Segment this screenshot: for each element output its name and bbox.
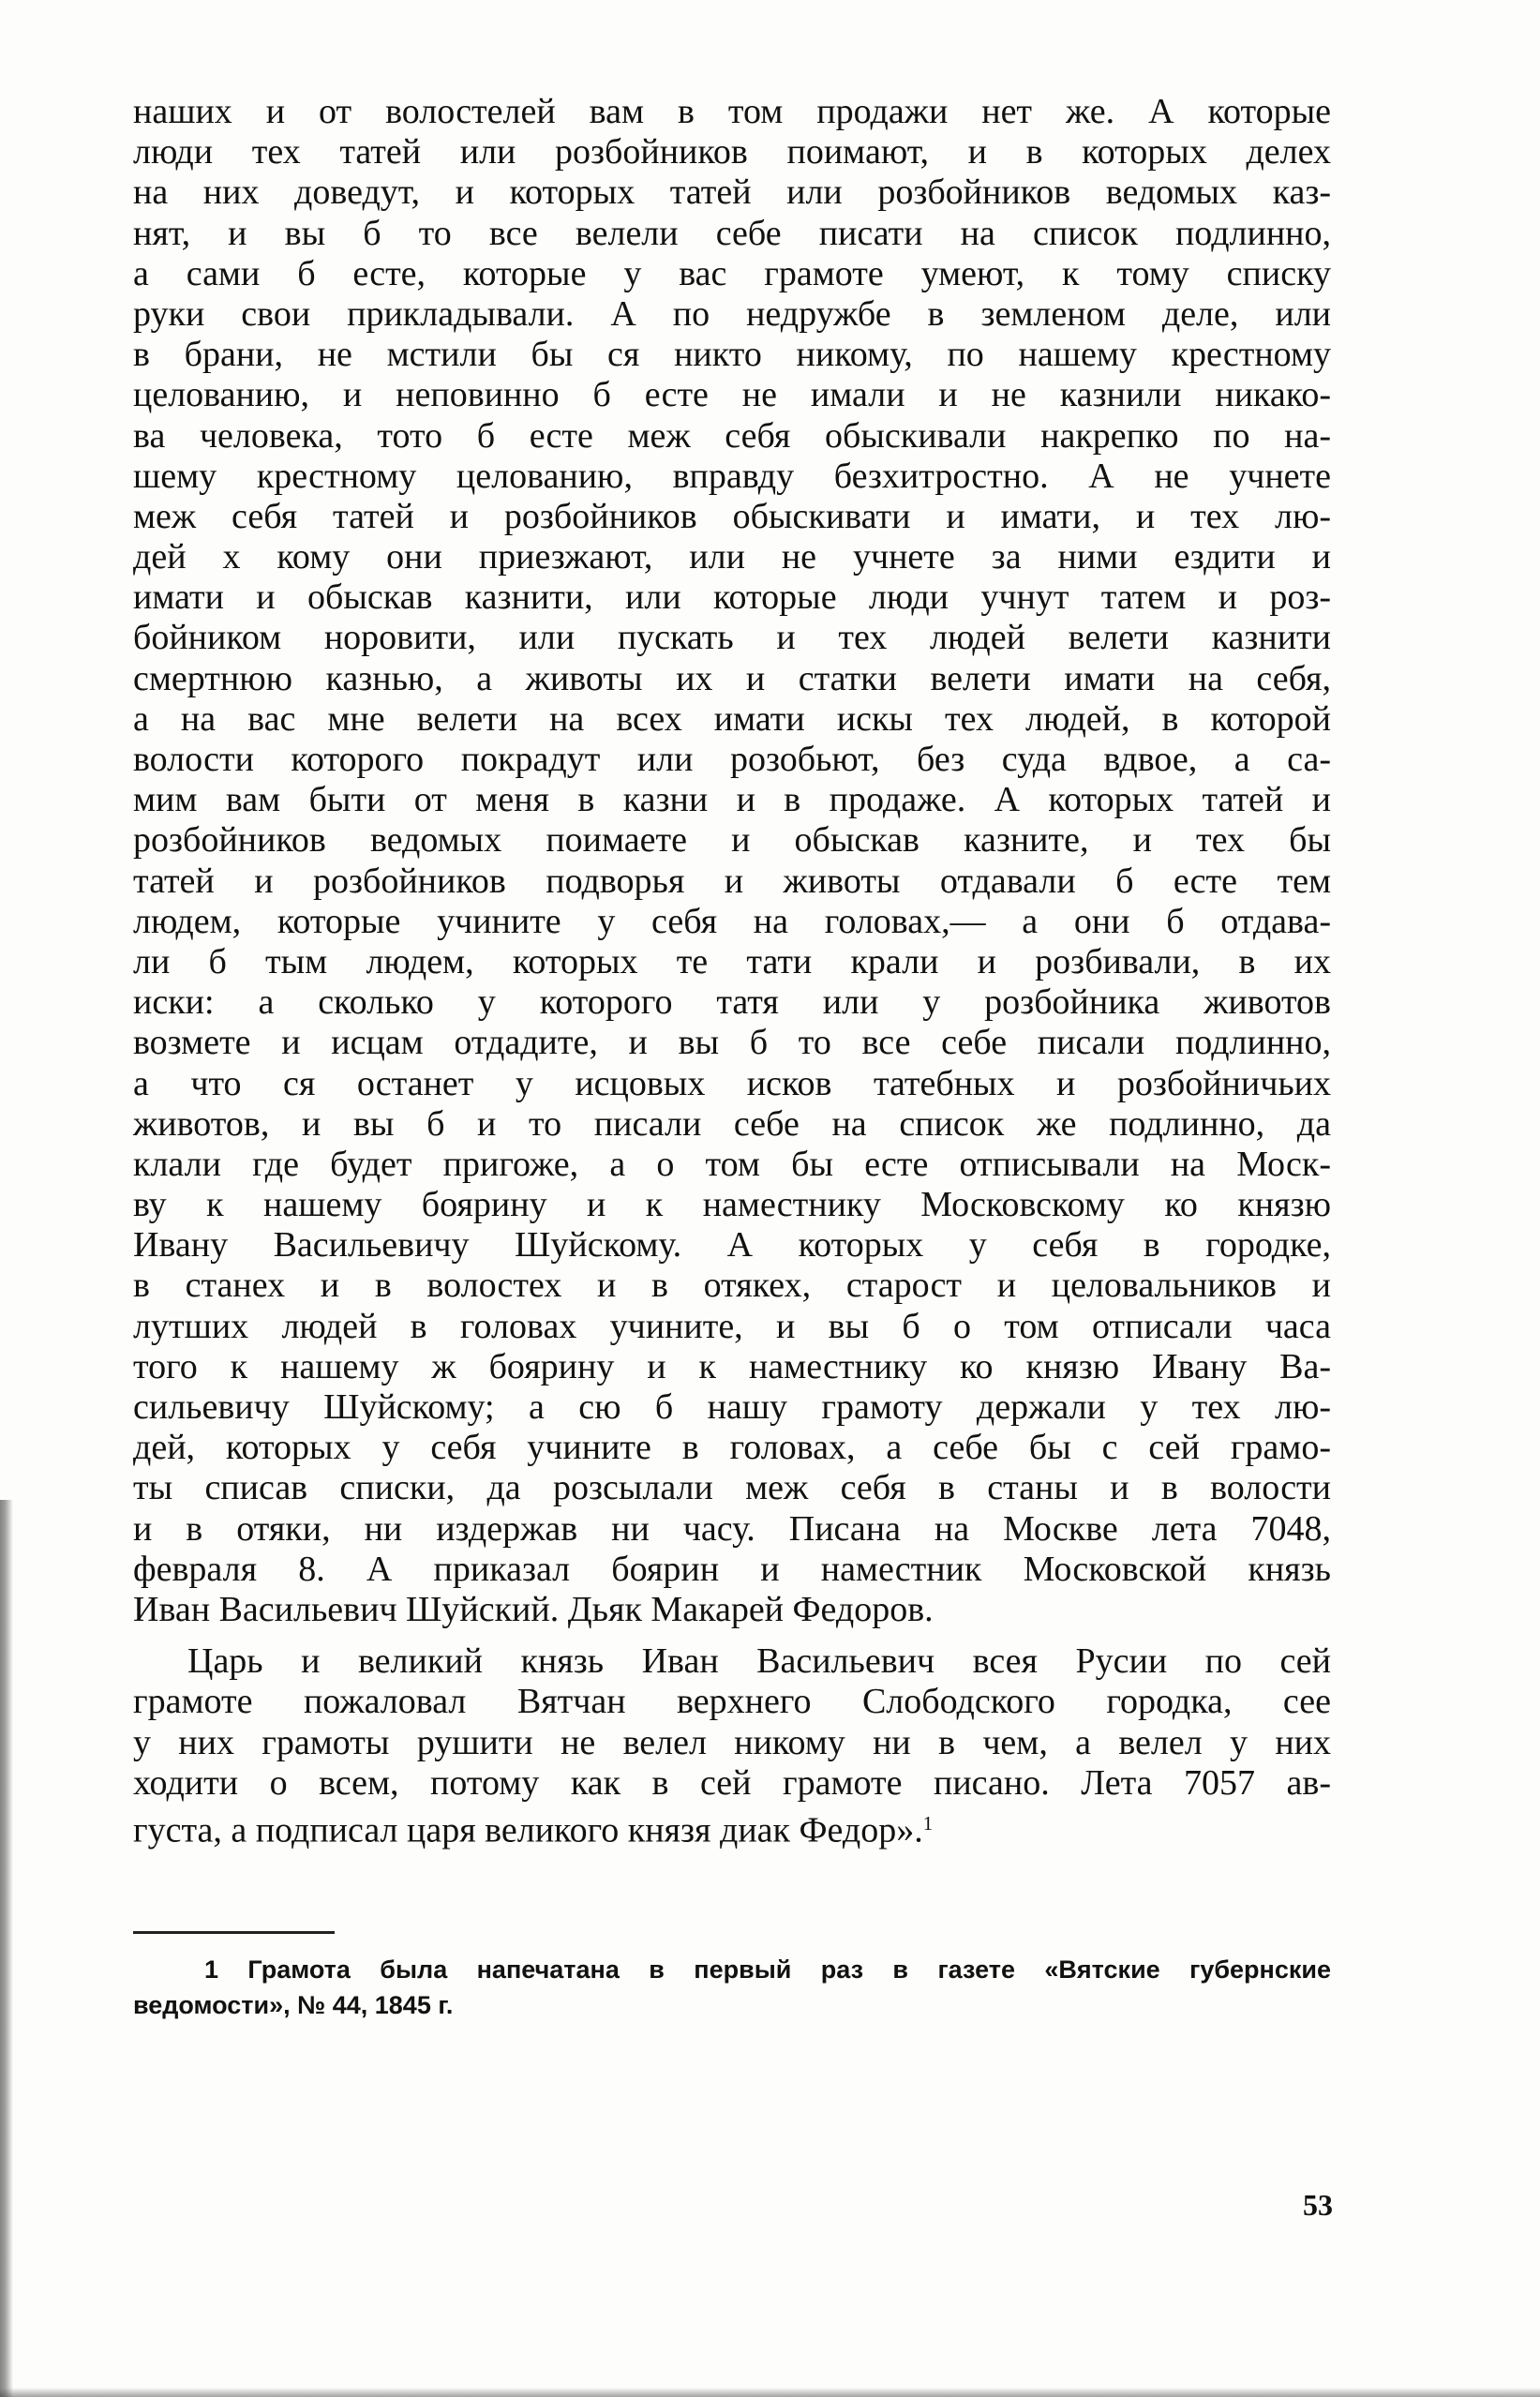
- text-line: [133, 1804, 1331, 1850]
- scan-shadow-bottom: [0, 2388, 1540, 2397]
- text-line: грамоте пожаловал Вятчан верхнего Слободского городка, сее: [133, 1682, 1331, 1722]
- text-line: имати и обыскав казнити, или которые люди учнут татем и роз-: [133, 577, 1331, 618]
- text-line: смертнюю казнью, а животы их и статки велети имати на себя,: [133, 658, 1331, 698]
- text-line: а на вас мне велети на всех имати искы тех людей, в которой: [133, 698, 1331, 739]
- paragraph-1: [133, 92, 1331, 1630]
- text-line: дей х кому они приезжают, или не учнете за ними ездити и: [133, 537, 1331, 577]
- text-line: и в отяки, ни издержав ни часу. Писана на Москве лета 7048,: [133, 1508, 1331, 1549]
- footnote-line: ведомости», № 44, 1845 г.: [133, 1991, 454, 2019]
- text-line: того к нашему ж боярину и к наместнику ко князю Ивану Ва-: [133, 1346, 1331, 1386]
- text-line: ву к нашему боярину и к наместнику Московскому ко князю: [133, 1185, 1331, 1225]
- text-line: людем, которые учините у себя на головах,— а они б отдава-: [133, 901, 1331, 941]
- text-line: а сами б есте, которые у вас грамоте умеют, к тому списку: [133, 253, 1331, 293]
- text-line: Царь и великий князь Иван Васильевич всея Русии по сей: [187, 1641, 1331, 1682]
- page-number: 53: [1303, 2188, 1333, 2222]
- footnote: [133, 1952, 1331, 2023]
- text-line: клали где будет пригоже, а о том бы есте отписывали на Моск-: [133, 1144, 1331, 1184]
- footnote-reference: 1: [922, 1811, 934, 1835]
- text-line: бойником норовити, или пускать и тех людей велети казнити: [133, 618, 1331, 658]
- text-line: возмете и исцам отдадите, и вы б то все себе писали подлинно,: [133, 1023, 1331, 1063]
- scan-shadow-left: [0, 1500, 13, 2397]
- text-line: мим вам быти от меня в казни и в продаже. А которых татей и: [133, 780, 1331, 820]
- text-line: ходити о всем, потому как в сей грамоте писано. Лета 7057 ав-: [133, 1762, 1331, 1803]
- text-line: Ивану Васильевичу Шуйскому. А которых у себя в городке,: [133, 1225, 1331, 1266]
- text-line: руки свои прикладывали. А по недружбе в земленом деле, или: [133, 293, 1331, 334]
- text-line: шему крестному целованию, вправду безхитростно. А не учнете: [133, 456, 1331, 496]
- main-text-block: [133, 92, 1331, 1850]
- text-line: ли б тым людем, которых те тати крали и розбивали, в их: [133, 941, 1331, 981]
- paragraph-gap: [133, 1630, 1331, 1641]
- text-line: нят, и вы б то все велели себе писати на список подлинно,: [133, 213, 1331, 253]
- text-line: волости которого покрадут или розобьют, без суда вдвое, а са-: [133, 740, 1331, 779]
- text-line: животов, и вы б и то писали себе на список же подлинно, да: [133, 1103, 1331, 1144]
- footnote-line: 1 Грамота была напечатана в первый раз в газете «Вятские губернские: [204, 1955, 1331, 1984]
- text-line: а что ся останет у исцовых исков татебных и розбойничьих: [133, 1063, 1331, 1103]
- text-line: розбойников ведомых поимаете и обыскав казните, и тех бы: [133, 820, 1331, 861]
- text-line: татей и розбойников подворья и животы отдавали б есте тем: [133, 861, 1331, 901]
- paragraph-2: [133, 1641, 1331, 1850]
- footnote-separator: [133, 1931, 335, 1934]
- text-line: меж себя татей и розбойников обыскивати и имати, и тех лю-: [133, 496, 1331, 536]
- text-line: сильевичу Шуйскому; а сю б нашу грамоту держали у тех лю-: [133, 1387, 1331, 1427]
- text-line: у них грамоты рушити не велел никому ни в чем, а велел у них: [133, 1722, 1331, 1762]
- text-line: иски: а сколько у которого татя или у розбойника животов: [133, 982, 1331, 1023]
- text-line: Иван Васильевич Шуйский. Дьяк Макарей Федоров.: [133, 1589, 934, 1629]
- text-line: в брани, не мстили бы ся никто никому, по нашему крестному: [133, 335, 1331, 375]
- text-line: люди тех татей или розбойников поимают, и в которых делех: [133, 132, 1331, 172]
- text-line: февраля 8. А приказал боярин и наместник Московской князь: [133, 1549, 1331, 1589]
- text-line: наших и от волостелей вам в том продажи нет же. А которые: [133, 92, 1331, 131]
- text-line: дей, которых у себя учините в головах, а себе бы с сей грамо-: [133, 1428, 1331, 1468]
- text-line: в станех и в волостех и в отякех, старост и целовальников и: [133, 1266, 1331, 1306]
- text-line: на них доведут, и которых татей или розбойников ведомых каз-: [133, 172, 1331, 213]
- text-line-content: густа, а подписал царя великого князя диак Федор».: [133, 1810, 923, 1850]
- text-line: целованию, и неповинно б есте не имали и не казнили никако-: [133, 375, 1331, 415]
- text-line: ва человека, тото б есте меж себя обыскивали накрепко по на-: [133, 415, 1331, 456]
- text-line: лутших людей в головах учините, и вы б о том отписали часа: [133, 1306, 1331, 1346]
- text-line: ты списав списки, да розсылали меж себя в станы и в волости: [133, 1468, 1331, 1508]
